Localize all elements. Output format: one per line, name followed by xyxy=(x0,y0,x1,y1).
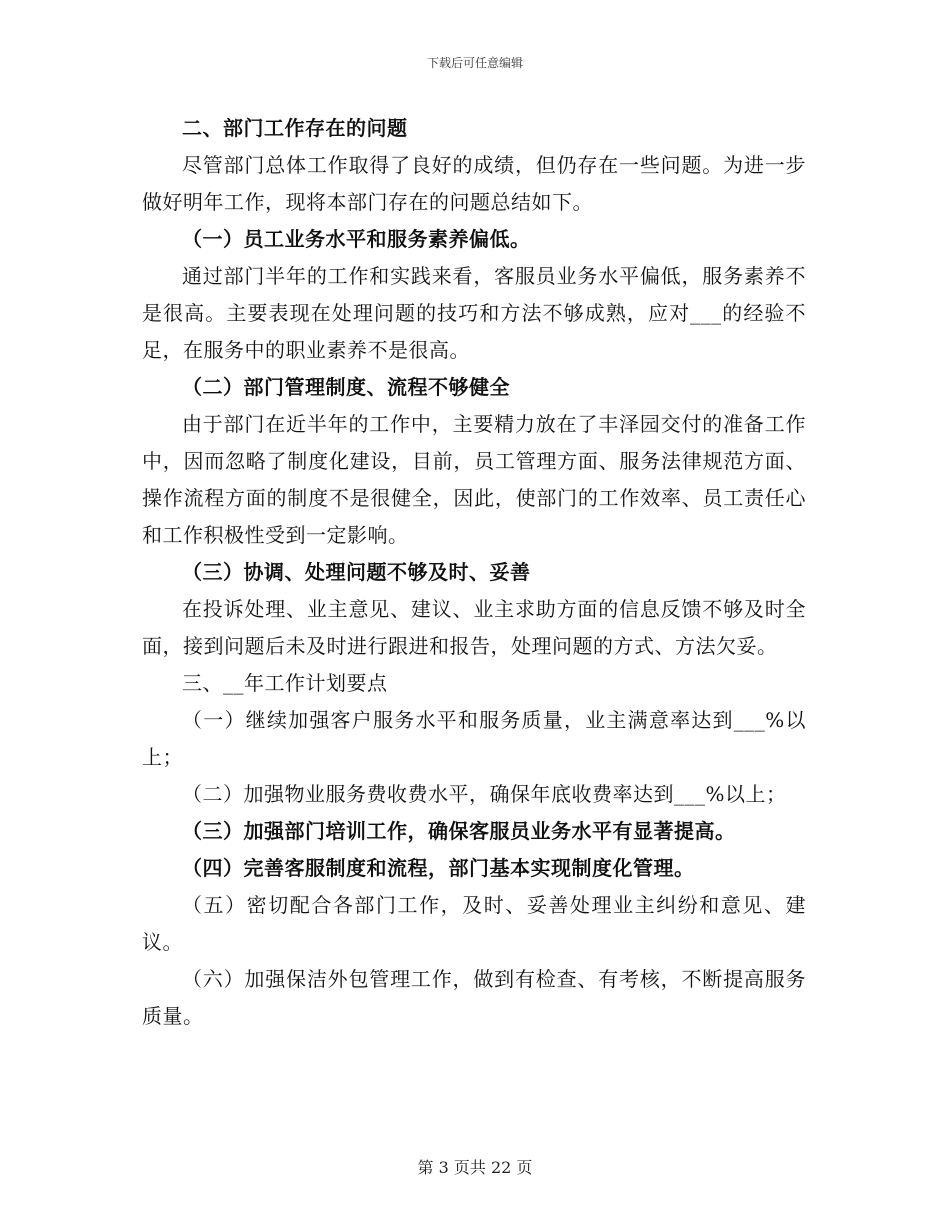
section-heading-problems: 二、部门工作存在的问题 xyxy=(182,116,408,140)
plan-item-2: （二）加强物业服务费收费水平，确保年底收费率达到___%以上； xyxy=(182,782,787,806)
paragraph-staff-skill: 通过部门半年的工作和实践来看，客服员业务水平偏低，服务素养不是很高。主要表现在处理问题的技巧和方法不够成熟，应对___的经验不足，在服务中的职业素养不是很高。 xyxy=(142,264,806,362)
subheading-staff-skill: （一）员工业务水平和服务素养偏低。 xyxy=(182,227,531,251)
page-header-note: 下载后可任意编辑 xyxy=(426,56,523,70)
plan-item-6: （六）加强保洁外包管理工作，做到有检查、有考核，不断提高服务质量。 xyxy=(142,967,806,1028)
paragraph-management-system: 由于部门在近半年的工作中，主要精力放在了丰泽园交付的准备工作中，因而忽略了制度化建设，目前，员工管理方面、服务法律规范方面、操作流程方面的制度不是很健全，因此，使部门的工作效率、员工责任心和工作积极性受到一定影响。 xyxy=(142,412,806,547)
plan-item-5: （五）密切配合各部门工作，及时、妥善处理业主纠纷和意见、建议。 xyxy=(142,893,806,954)
subheading-management-system: （二）部门管理制度、流程不够健全 xyxy=(182,375,510,399)
page-number: 第 3 页共 22 页 xyxy=(417,1158,533,1177)
plan-item-3: （三）加强部门培训工作，确保客服员业务水平有显著提高。 xyxy=(182,819,736,843)
subheading-coordination: （三）协调、处理问题不够及时、妥善 xyxy=(182,560,531,584)
paragraph-intro: 尽管部门总体工作取得了良好的成绩，但仍存在一些问题。为进一步做好明年工作，现将本部门存在的问题总结如下。 xyxy=(142,153,806,214)
plan-item-1: （一）继续加强客户服务水平和服务质量，业主满意率达到___%以上； xyxy=(142,708,806,769)
section-heading-plan: 三、__年工作计划要点 xyxy=(182,671,388,695)
plan-item-4: （四）完善客服制度和流程，部门基本实现制度化管理。 xyxy=(182,856,695,880)
document-body xyxy=(142,110,806,1035)
paragraph-coordination: 在投诉处理、业主意见、建议、业主求助方面的信息反馈不够及时全面，接到问题后未及时进行跟进和报告，处理问题的方式、方法欠妥。 xyxy=(142,597,806,658)
